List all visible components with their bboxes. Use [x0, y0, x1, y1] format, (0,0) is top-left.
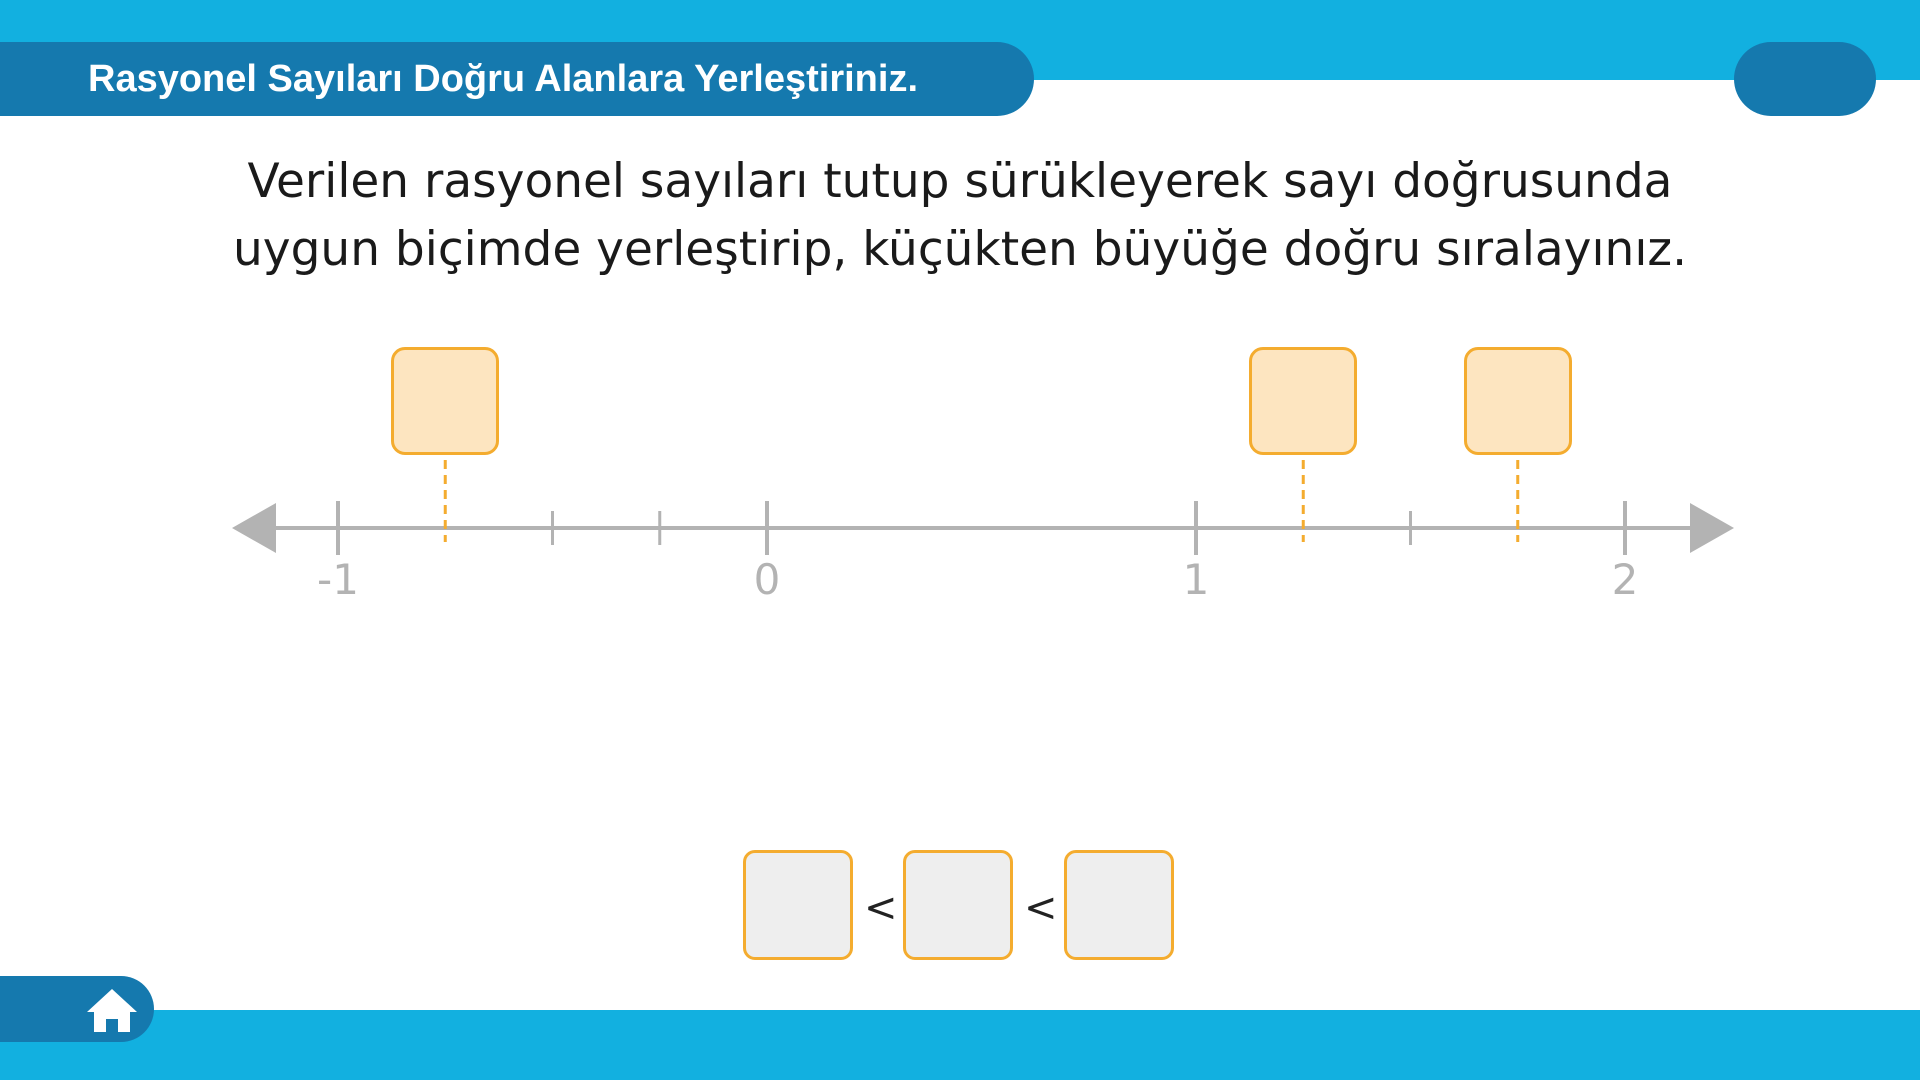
- less-than-sign-2: <: [1024, 885, 1058, 931]
- answer-slot-1[interactable]: [743, 850, 853, 960]
- page-title: Rasyonel Sayıları Doğru Alanlara Yerleştiriniz.: [0, 42, 1034, 116]
- tick-label: -1: [317, 555, 359, 604]
- drop-target-box-1[interactable]: [391, 347, 499, 455]
- instruction-line-1: Verilen rasyonel sayıları tutup sürükleyerek sayı doğrusunda: [247, 154, 1673, 209]
- less-than-sign-1: <: [864, 885, 898, 931]
- bottom-band: [0, 1010, 1920, 1080]
- answer-slot-2[interactable]: [903, 850, 1013, 960]
- instruction-line-2: uygun biçimde yerleştirip, küçükten büyüğe doğru sıralayınız.: [232, 222, 1688, 277]
- axis-left-arrow: [232, 503, 276, 553]
- home-icon: [84, 986, 140, 1034]
- drop-target-box-3[interactable]: [1464, 347, 1572, 455]
- answer-slot-3[interactable]: [1064, 850, 1174, 960]
- tick-label: 2: [1611, 555, 1639, 604]
- tick-label: 0: [753, 555, 781, 604]
- axis-right-arrow: [1690, 503, 1734, 553]
- home-button[interactable]: [0, 976, 154, 1042]
- drop-target-box-2[interactable]: [1249, 347, 1357, 455]
- tick-label: 1: [1182, 555, 1210, 604]
